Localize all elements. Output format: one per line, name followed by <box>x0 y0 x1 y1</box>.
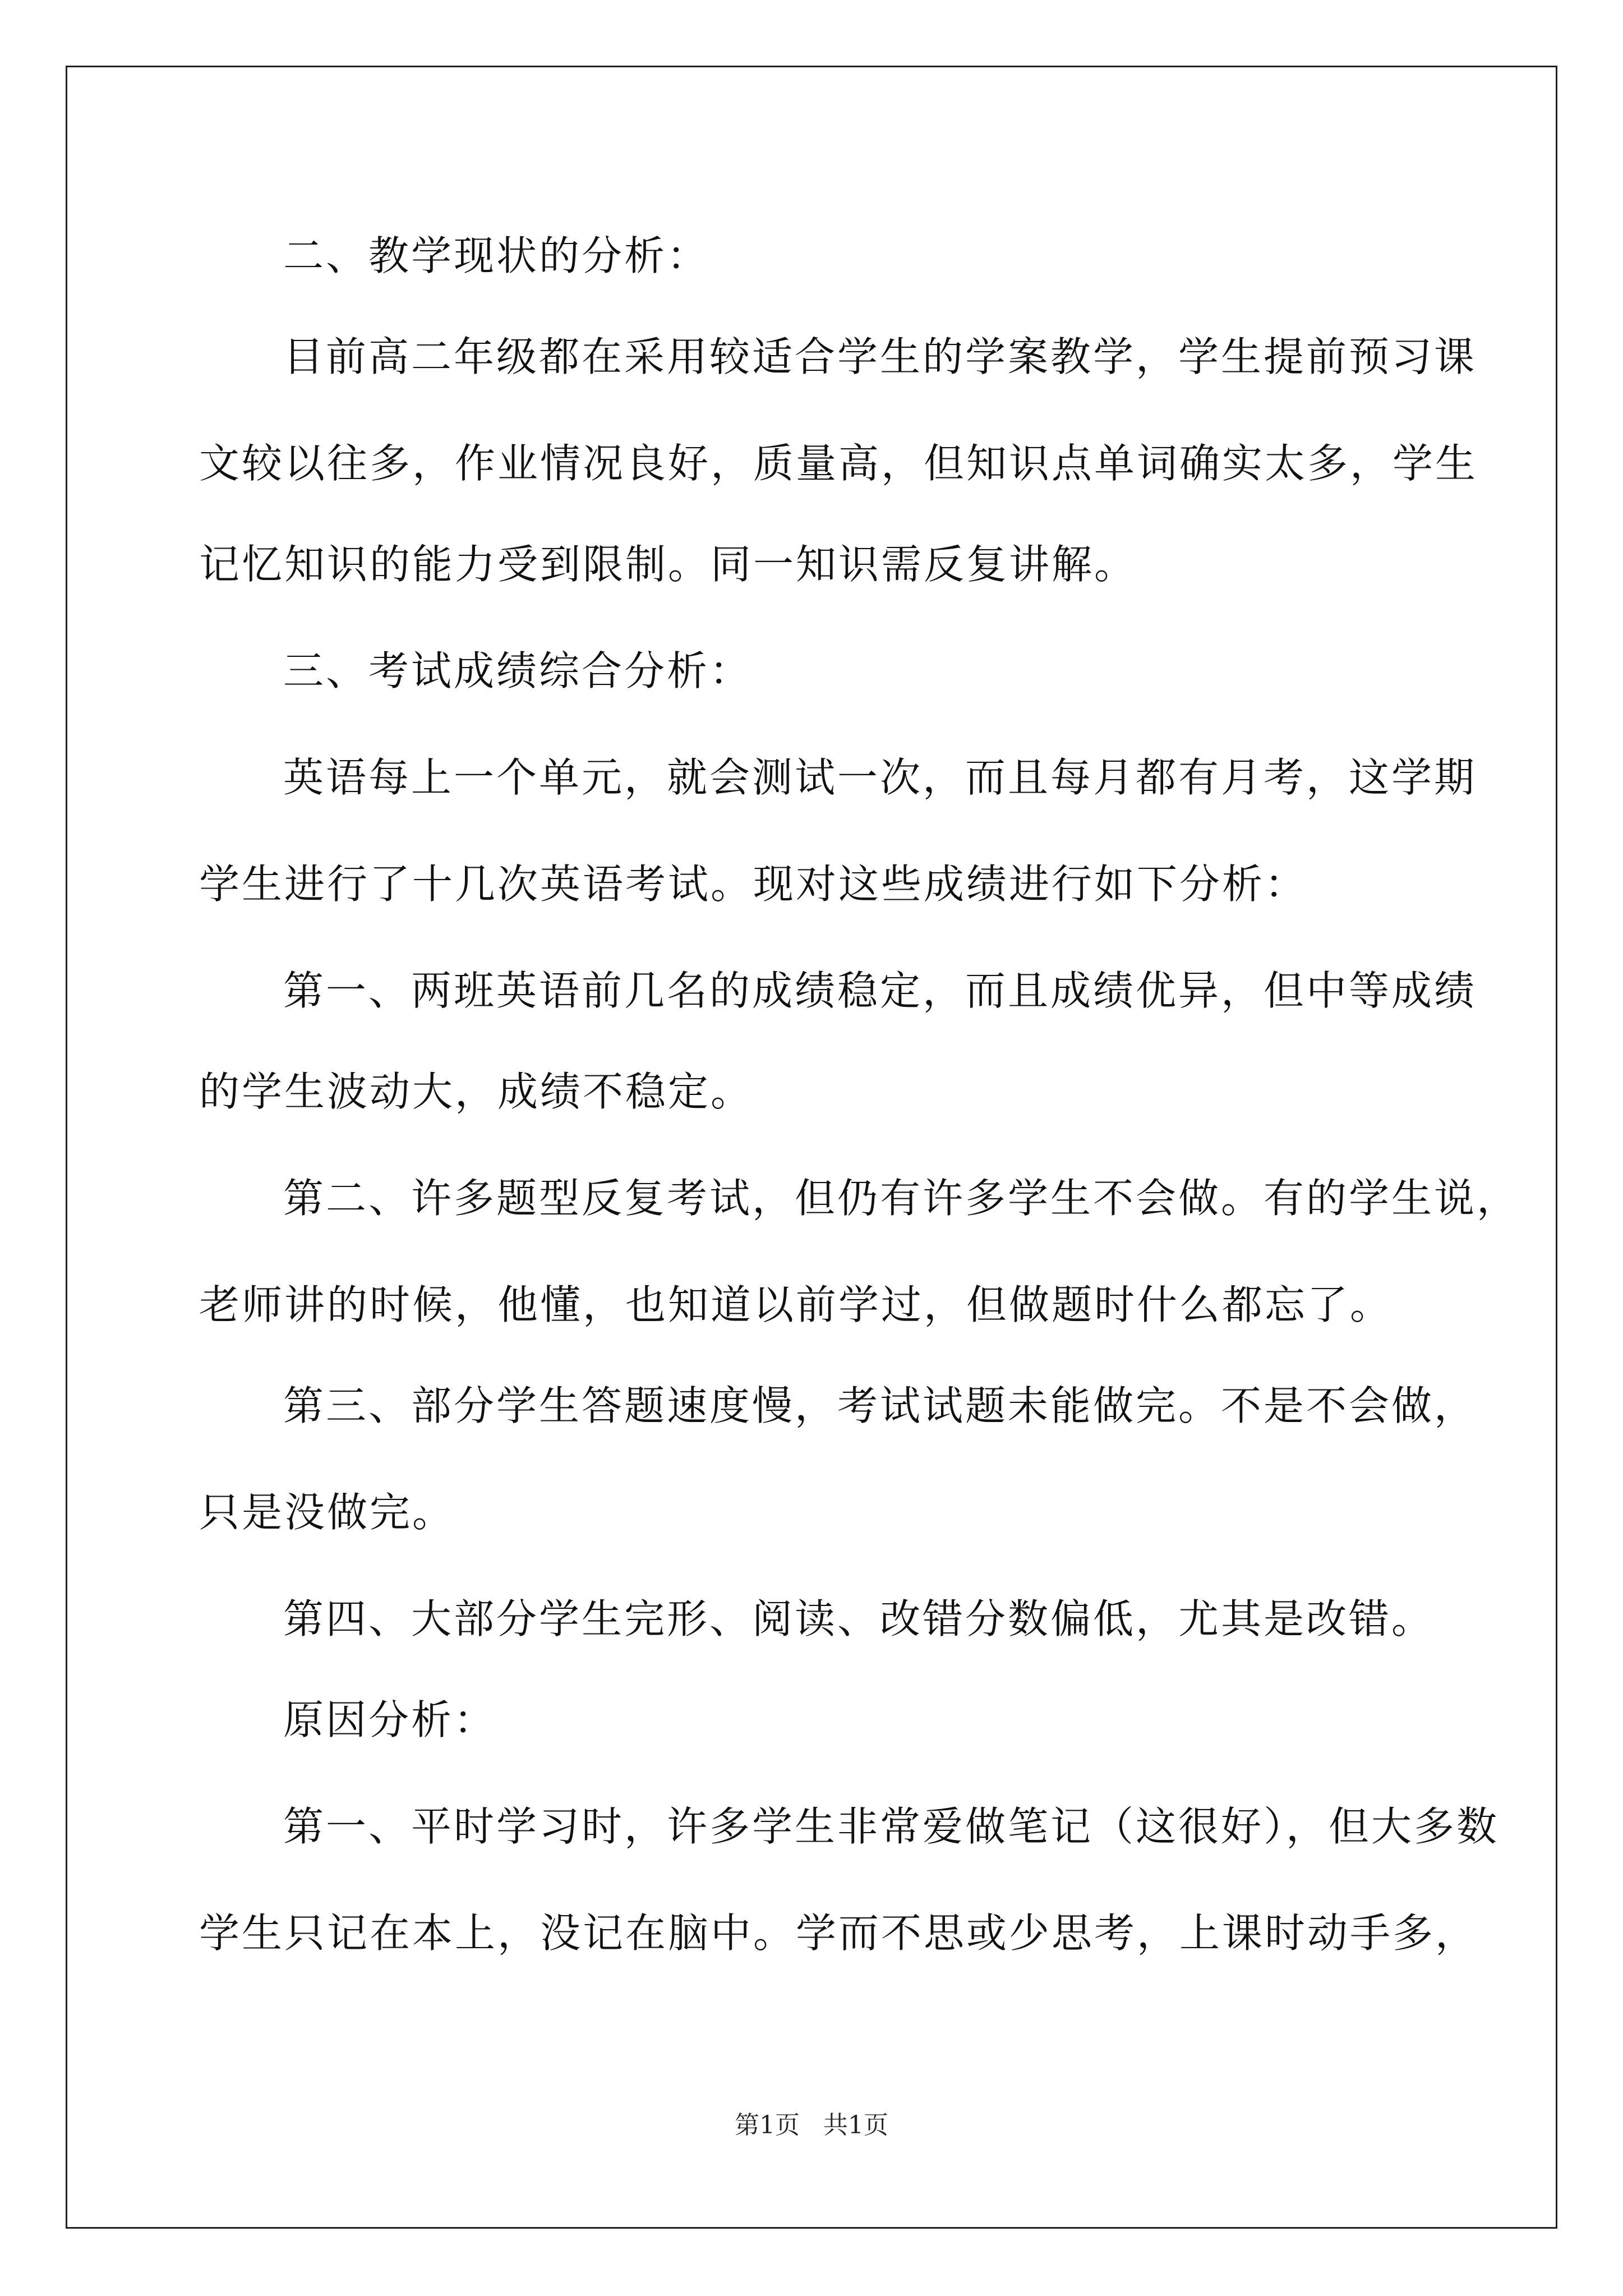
paragraph-line: 第四、大部分学生完形、阅读、改错分数偏低，尤其是改错。 <box>283 1595 1435 1642</box>
paragraph-line: 第一、两班英语前几名的成绩稳定，而且成绩优异，但中等成绩 <box>283 967 1477 1014</box>
paragraph-line: 英语每上一个单元，就会测试一次，而且每月都有月考，这学期 <box>283 754 1477 801</box>
paragraph-line: 目前高二年级都在采用较适合学生的学案教学，学生提前预习课 <box>283 333 1477 380</box>
paragraph-line: 记忆知识的能力受到限制。同一知识需反复讲解。 <box>199 541 1137 588</box>
section-heading-cause-analysis: 原因分析： <box>283 1696 497 1743</box>
paragraph-line: 文较以往多，作业情况良好，质量高，但知识点单词确实太多，学生 <box>199 440 1478 487</box>
paragraph-line: 的学生波动大，成绩不稳定。 <box>199 1068 754 1115</box>
paragraph-line: 第三、部分学生答题速度慢，考试试题未能做完。不是不会做， <box>283 1382 1477 1429</box>
paragraph-line: 学生进行了十几次英语考试。现对这些成绩进行如下分析： <box>199 861 1308 908</box>
paragraph-line: 学生只记在本上，没记在脑中。学而不思或少思考，上课时动手多， <box>199 1910 1478 1957</box>
section-heading-teaching-status: 二、教学现状的分析： <box>283 232 710 279</box>
paragraph-line: 第一、平时学习时，许多学生非常爱做笔记（这很好），但大多数 <box>283 1803 1500 1850</box>
page-border <box>66 66 1557 2229</box>
paragraph-line: 第二、许多题型反复考试，但仍有许多学生不会做。有的学生说， <box>283 1175 1520 1222</box>
paragraph-line: 老师讲的时候，他懂，也知道以前学过，但做题时什么都忘了。 <box>199 1281 1393 1328</box>
section-heading-exam-analysis: 三、考试成绩综合分析： <box>283 647 753 694</box>
paragraph-line: 只是没做完。 <box>199 1489 455 1536</box>
page-footer: 第1页 共1页 <box>735 2111 888 2139</box>
